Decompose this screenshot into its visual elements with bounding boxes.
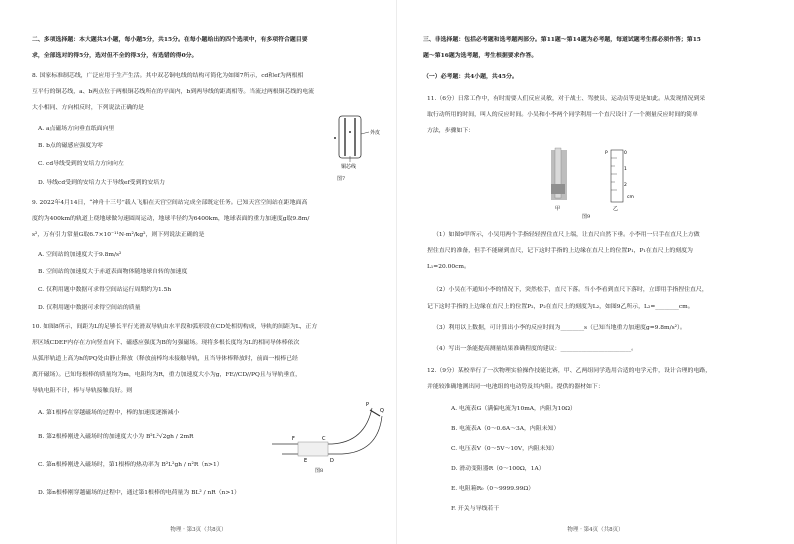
fig9-label-yi: 乙 xyxy=(613,206,619,212)
figure-9-ruler xyxy=(547,146,647,216)
q12-item-c: C. 电压表V（0～5V～10V，内阻未知） xyxy=(451,446,558,452)
q12-item-f: F. 开关与导线若干 xyxy=(451,506,500,512)
q12-item-a: A. 电流表G（满偏电流为10mA，内阻为10Ω） xyxy=(451,406,576,412)
figure-8-rails xyxy=(270,398,390,468)
q10-line-4: 离开磁场）。已知每根棒的质量均为m，电阻均为R，重力加速度大小为g，FE//CD//PQ且与导轨垂直， xyxy=(32,372,302,378)
fig8-letter-p: P xyxy=(366,402,370,408)
q9-option-d: D. 仅利用题中数据可求得空间站的质量 xyxy=(38,305,141,311)
ruler-mark-2: 2 xyxy=(624,183,627,188)
q10-option-a: A. 第1根棒在穿越磁场的过程中，棒的加速度逐渐减小 xyxy=(38,410,180,416)
right-page xyxy=(397,0,794,544)
q10-line-5: 导轨电阻不计，棒与导轨接触良好。则 xyxy=(32,388,133,394)
q11-line-3: 方法，步骤如下： xyxy=(427,128,475,134)
q11-step-4: （4）写出一条能提高测量结果准确程度的建议：________________________。 xyxy=(433,346,638,352)
q8-line-1: 8. 国家标准制芯线，广泛应用于生产生活。其中双芯铜电线的结构可简化为如图7所示，cd和ef为两根相 xyxy=(32,73,304,79)
ruler-mark-0: 0 xyxy=(624,151,627,156)
figure-9-caption: 图9 xyxy=(582,214,591,220)
fig8-letter-q: Q xyxy=(380,408,384,414)
q12-line-1: 12.（9分）某校举行了一次物理实验操作技能比赛，甲、乙两组同学选用合适的电学元件，设计合理的电路， xyxy=(427,368,712,374)
figure-7-caption: 图7 xyxy=(337,176,346,182)
fig8-letter-c: C xyxy=(322,436,326,442)
section3-heading-cont: 题～第16题为选考题，考生根据要求作答。 xyxy=(423,52,538,59)
q9-option-b: B. 空间站的加速度大于赤道表面物体随地球自转的加速度 xyxy=(38,269,188,275)
q10-option-c: C. 第n根棒刚进入磁场时，第1根棒的热功率为 B²L²gh / n²R（n>1） xyxy=(38,462,223,468)
right-page-footer: 物理 · 第4页（共8页） xyxy=(567,527,624,533)
q8-option-b: B. b点的磁感应强度为零 xyxy=(38,143,103,149)
q11-step-1b: 捏住直尺的准备，但手不能碰到直尺，记下这时手指的上边缘在直尺上的位置P₁，P₁在直尺上的刻度为 xyxy=(427,248,693,254)
q11-step-1: （1）如图9甲所示，小吴用两个手指轻轻捏住直尺上端，让直尺自然下垂。小李用一只手在直尺上方做 xyxy=(433,232,700,238)
fig8-letter-e: E xyxy=(304,458,308,464)
q11-step-2b: 记下这时手指的上边缘在直尺上的位置P₂，P₂在直尺上的刻度为L₂，如图9乙所示，L₂=________cm。 xyxy=(427,304,694,310)
q8-option-c: C. cd导线受到的安培力方向向左 xyxy=(38,161,124,167)
figure-8-caption: 图8 xyxy=(315,468,324,474)
ruler-unit: cm xyxy=(627,195,634,200)
q11-step-3: （3）利用以上数据，可计算出小李的反应时间为________s（已知当地重力加速度g=9.8m/s²）。 xyxy=(433,325,686,331)
ruler-mark-1: 1 xyxy=(624,167,627,172)
q8-line-2: 互平行的铜芯线，a、b两点位于两根铜芯线所在的平面内，b到两导线的距离相等。当流过两根铜芯线的电流 xyxy=(32,89,315,95)
q11-step-1c: L₁=20.00cm。 xyxy=(427,264,470,270)
q9-option-c: C. 仅利用题中数据可求得空间站运行周期约为1.5h xyxy=(38,287,172,293)
subsection-required: （一）必考题：共4小题，共45分。 xyxy=(423,73,518,80)
section2-heading: 二、多项选择题：本大题共3小题，每小题5分，共15分。在每小题给出的四个选项中，有多项符合题目要 xyxy=(32,36,308,43)
q10-line-3: 从弧形轨道上高为h的PQ处由静止释放（释放前棒均未接触导轨，且当导体棒释放时，前面一根棒已经 xyxy=(32,356,298,362)
q8-line-3: 大小相同、方向相反时，下列说法正确的是 xyxy=(32,105,144,111)
q8-option-d: D. 导线cd受到的安培力大于导线ef受到的安培力 xyxy=(38,180,166,186)
q10-line-1: 10. 如图8所示，间距为L的足够长平行光滑双导轨由水平段和弧形段在CD处相切构成，导轨的间距为L，正方 xyxy=(32,324,318,330)
section2-heading-cont: 求，全部选对的得5分，选对但不全的得3分，有选错的得0分。 xyxy=(32,52,198,59)
q11-line-2: 取行动所用的时间，叫人的反应时间。小吴和小李两个同学利用一个直尺设计了一个测量反应时间的简单 xyxy=(427,112,698,118)
q9-option-a: A. 空间站的加速度大于9.8m/s² xyxy=(38,252,122,258)
ruler-p1-label: P xyxy=(605,151,608,156)
fig8-letter-f: F xyxy=(292,436,295,442)
q10-line-2: 形区域CDEF内存在方向竖直向下、磁感应强度为B的匀强磁场。现将多根长度均为L的相同导体棒依次 xyxy=(32,340,300,346)
figure-7-cable xyxy=(325,112,385,170)
fig7-outer-label: 外皮 xyxy=(370,130,381,136)
q8-option-a: A. a点磁场方向垂直纸面向里 xyxy=(38,126,115,132)
fig7-core-label: 铜芯线 xyxy=(341,164,357,170)
q11-step-2: （2）小吴在不通知小李的情况下，突然松手，直尺下落。当小李看到直尺下落时，立即用手指捏住直尺， xyxy=(433,287,708,293)
section3-heading: 三、非选择题：包括必考题和选考题两部分。第11题～第14题为必考题，每道试题考生都必须作答；第15 xyxy=(423,36,701,43)
fig8-letter-d: D xyxy=(330,458,334,464)
q12-line-2: 并能较准确地测出同一电池组的电动势及其内阻。提供的器材如下： xyxy=(427,384,604,390)
fig9-label-jia: 甲 xyxy=(555,206,561,212)
q9-line-2: 度约为400km的轨道上绕地球做匀速圆周运动，地球半径约为6400km，地球表面的重力加速度g取9.8m/ xyxy=(32,216,310,222)
q10-option-d: D. 第n根棒刚穿越磁场的过程中，通过第1根棒的电荷量为 BL² / nR（n>1） xyxy=(38,490,240,496)
q10-option-b: B. 第2根棒刚进入磁场时的加速度大小为 B²L²√2gh / 2mR xyxy=(38,434,194,440)
q9-line-1: 9. 2022年4月14日，“神舟十三号”载人飞船在天宫空间站完成全部既定任务。已知天宫空间站在距地面高 xyxy=(32,200,308,206)
left-page-footer: 物理 · 第3页（共8页） xyxy=(170,527,227,533)
q11-line-1: 11.（6分）日常工作中，有时需要人们反应灵敏，对于战士、驾驶员、运动员等更是如此。从发现情况到采 xyxy=(427,96,706,102)
q12-item-e: E. 电阻箱R₀（0～9999.99Ω） xyxy=(451,486,535,492)
q9-line-3: s²，万有引力常量G取6.7×10⁻¹¹N·m²/kg²，则下列说法正确的是 xyxy=(32,232,205,238)
q12-item-b: B. 电流表A（0～0.6A～3A，内阻未知） xyxy=(451,426,560,432)
q12-item-d: D. 滑动变阻器R（0～100Ω，1A） xyxy=(451,466,545,472)
